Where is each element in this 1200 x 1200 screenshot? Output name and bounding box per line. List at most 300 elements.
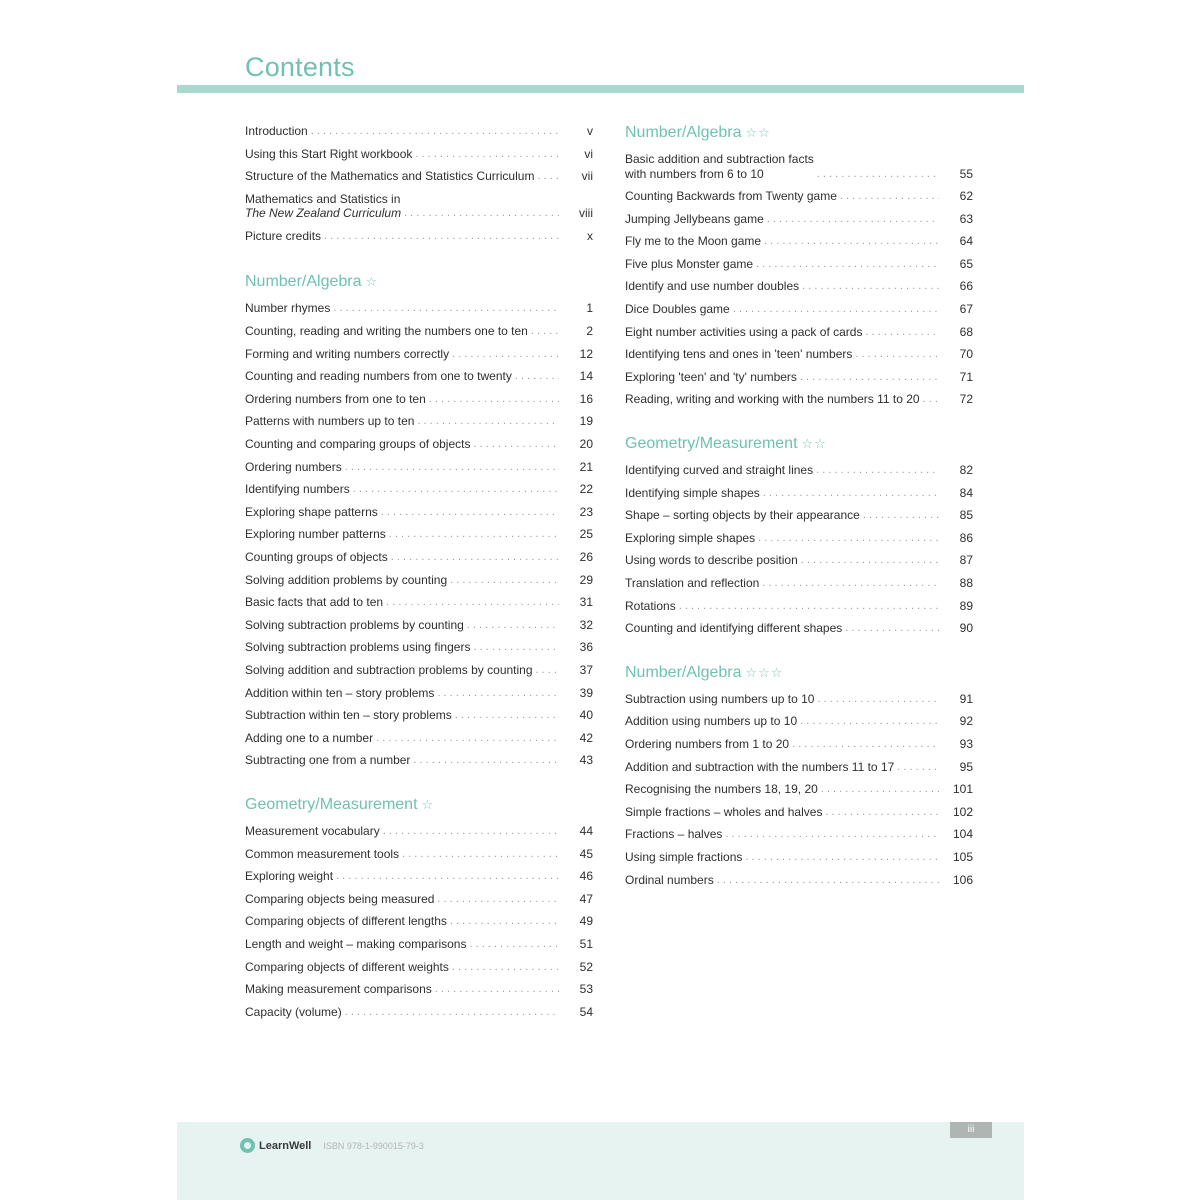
contents-entry (625, 572, 973, 595)
entry-page-number: 12 (579, 346, 593, 361)
dot-leader (725, 827, 939, 842)
entry-label (245, 640, 470, 655)
entry-label-line: Common measurement tools (245, 846, 400, 861)
dot-leader (762, 576, 939, 591)
contents-entry (245, 933, 593, 956)
entry-page-number: 106 (952, 872, 973, 887)
entry-label-line: Addition using numbers up to 10 (625, 714, 798, 729)
entry-page-number: 51 (579, 936, 593, 951)
dot-leader (679, 599, 939, 614)
entry-label (625, 463, 813, 478)
contents-entry (245, 591, 593, 614)
entry-label (625, 325, 862, 340)
entry-label-line: Dice Doubles game (625, 302, 730, 317)
entry-page-number: x (587, 228, 593, 243)
entry-label-line: Comparing objects being measured (245, 891, 435, 906)
contents-entry (625, 549, 973, 572)
entry-page-number: 16 (579, 391, 593, 406)
entry-label-line: Identifying tens and ones in 'teen' numbers (625, 347, 853, 362)
dot-leader (376, 731, 559, 746)
entry-label (245, 414, 414, 429)
footer-brand (240, 1138, 424, 1153)
number-algebra-1-list (245, 297, 593, 771)
section-heading-number-algebra-3 (625, 660, 973, 688)
entry-label-line: Using simple fractions (625, 849, 743, 864)
entry-label-line: Exploring shape patterns (245, 504, 378, 519)
entry-page-number: v (587, 124, 593, 139)
contents-entry (625, 388, 973, 411)
dot-leader (455, 708, 559, 723)
entry-label (245, 347, 449, 362)
dot-leader (336, 869, 559, 884)
entry-page-number: 29 (579, 572, 593, 587)
entry-label (625, 152, 814, 181)
dot-leader (473, 437, 559, 452)
contents-entry (245, 727, 593, 750)
section-title: Geometry/Measurement (245, 795, 418, 813)
dot-leader (389, 527, 559, 542)
contents-entry (245, 410, 593, 433)
entry-label-line: Identifying numbers (245, 482, 350, 497)
isbn-text: ISBN 978-1-990015-79-3 (323, 1140, 424, 1151)
entry-page-number: 54 (579, 1004, 593, 1019)
star-icon: ☆☆ (801, 435, 827, 451)
entry-label (245, 124, 308, 139)
entry-label-line: Identify and use number doubles (625, 279, 800, 294)
dot-leader (897, 760, 939, 775)
dot-leader (816, 463, 939, 478)
entry-page-number: 39 (579, 685, 593, 700)
contents-entry (625, 275, 973, 298)
entry-label-line: Solving addition and subtraction problems by counting (245, 662, 533, 677)
entry-label-line: Counting, reading and writing the numbers one to ten (245, 324, 528, 339)
contents-entry (625, 253, 973, 276)
intro-list (245, 120, 593, 247)
dot-leader (817, 692, 939, 707)
entry-page-number: 1 (586, 301, 593, 316)
dot-leader (855, 347, 939, 362)
contents-entry (245, 478, 593, 501)
entry-label-line: Introduction (245, 124, 308, 139)
contents-entry (625, 208, 973, 231)
entry-label (245, 686, 434, 701)
entry-label (245, 192, 401, 221)
contents-entry (245, 636, 593, 659)
entry-label-line: The New Zealand Curriculum (245, 206, 402, 221)
dot-leader (415, 147, 559, 162)
dot-leader (324, 229, 559, 244)
entry-label (625, 621, 842, 636)
right-column (625, 120, 973, 891)
entry-label (245, 505, 378, 520)
entry-page-number: 82 (959, 463, 973, 478)
contents-entry (625, 366, 973, 389)
page-title: Contents (245, 52, 355, 82)
entry-label-line: Structure of the Mathematics and Statistics Curriculum (245, 169, 535, 184)
dot-leader (452, 347, 559, 362)
entry-label (245, 663, 533, 678)
entry-label (245, 824, 380, 839)
entry-page-number: 14 (579, 369, 593, 384)
entry-label-line: Addition and subtraction with the numbers 11 to 17 (625, 759, 895, 774)
entry-label-line: Rotations (625, 598, 676, 613)
contents-entry (245, 749, 593, 772)
entry-page-number: 68 (959, 324, 973, 339)
entry-page-number: 46 (579, 869, 593, 884)
star-icon: ☆ (421, 796, 435, 812)
entry-label-line: Fractions – halves (625, 827, 723, 842)
entry-page-number: 105 (952, 849, 973, 864)
entry-label-line: Reading, writing and working with the numbers 11 to 20 (625, 392, 920, 407)
dot-leader (817, 167, 939, 182)
entry-page-number: 32 (579, 617, 593, 632)
star-icon: ☆☆☆ (745, 664, 784, 680)
entry-label (245, 753, 410, 768)
entry-label-line: Picture credits (245, 228, 322, 243)
entry-page-number: 20 (579, 437, 593, 452)
entry-page-number: 25 (579, 527, 593, 542)
entry-label-line: Comparing objects of different weights (245, 959, 449, 974)
entry-page-number: 19 (579, 414, 593, 429)
contents-entry (625, 504, 973, 527)
dot-leader (381, 505, 559, 520)
star-icon: ☆☆ (745, 125, 771, 140)
entry-page-number: 102 (952, 804, 973, 819)
entry-page-number: 67 (959, 302, 973, 317)
entry-page-number: 95 (959, 759, 973, 774)
entry-label-line: Solving addition problems by counting (245, 572, 448, 587)
dot-leader (353, 482, 559, 497)
entry-label-line: Exploring simple shapes (625, 530, 756, 545)
entry-label (625, 827, 722, 842)
contents-entry (245, 546, 593, 569)
footer (177, 1122, 1024, 1200)
entry-label (245, 392, 426, 407)
dot-leader (450, 573, 559, 588)
contents-entry (625, 321, 973, 344)
entry-label (245, 937, 466, 952)
entry-label-line: Capacity (volume) (245, 1004, 342, 1019)
entry-page-number: 89 (959, 598, 973, 613)
contents-entry (245, 955, 593, 978)
entry-page-number: 43 (579, 753, 593, 768)
entry-label-line: Ordering numbers from 1 to 20 (625, 736, 790, 751)
entry-label (245, 1005, 342, 1020)
dot-leader (764, 234, 939, 249)
entry-label-line: Identifying simple shapes (625, 485, 760, 500)
entry-page-number: 37 (579, 662, 593, 677)
entry-page-number: 55 (959, 166, 973, 181)
entry-label-line: Ordering numbers from one to ten (245, 391, 426, 406)
entry-label-line: Ordering numbers (245, 459, 342, 474)
entry-page-number: 2 (586, 324, 593, 339)
dot-leader (467, 618, 559, 633)
dot-leader (531, 324, 559, 339)
entry-label (245, 847, 399, 862)
entry-label-line: Counting and reading numbers from one to twenty (245, 369, 512, 384)
entry-label (625, 805, 822, 820)
entry-label (245, 550, 388, 565)
contents-entry (245, 501, 593, 524)
dot-leader (345, 460, 559, 475)
contents-entry (625, 755, 973, 778)
left-column (245, 120, 593, 1023)
entry-label-line: with numbers from 6 to 10 (625, 166, 764, 181)
dot-leader (825, 805, 939, 820)
dot-leader (413, 753, 559, 768)
entry-label-line: Basic addition and subtraction facts (625, 152, 814, 166)
dot-leader (840, 189, 939, 204)
entry-label (625, 782, 818, 797)
entry-label (245, 708, 452, 723)
entry-label-line: Translation and reflection (625, 576, 760, 590)
entry-label (625, 531, 755, 546)
entry-label-line: Solving subtraction problems using fingers (245, 640, 471, 655)
dot-leader (756, 257, 939, 272)
contents-entry (245, 978, 593, 1001)
contents-entry (245, 681, 593, 704)
contents-entry (245, 1001, 593, 1024)
entry-label (245, 914, 447, 929)
dot-leader (800, 714, 939, 729)
entry-label (245, 482, 350, 497)
dot-leader (865, 325, 939, 340)
entry-page-number: vi (584, 146, 593, 161)
entry-label-line: Subtracting one from a number (245, 753, 411, 768)
brand-name: LearnWell (259, 1139, 312, 1152)
section-heading-geometry-measurement-1 (245, 792, 593, 820)
entry-page-number: 65 (959, 256, 973, 271)
contents-entry (625, 459, 973, 482)
entry-page-number: 88 (959, 576, 973, 590)
dot-leader (429, 392, 559, 407)
contents-entry (245, 704, 593, 727)
contents-entry (245, 225, 593, 248)
contents-entry (245, 910, 593, 933)
dot-leader (537, 169, 559, 184)
entry-label (245, 595, 383, 610)
entry-label (625, 257, 753, 272)
entry-label-line: Exploring weight (245, 869, 334, 884)
entry-label (625, 576, 759, 591)
entry-label (625, 189, 837, 204)
entry-label (625, 850, 742, 865)
entry-label (245, 324, 528, 339)
entry-label-line: Counting Backwards from Twenty game (625, 189, 837, 204)
entry-label-line: Fly me to the Moon game (625, 234, 762, 249)
dot-leader (733, 302, 939, 317)
dot-leader (536, 663, 559, 678)
dot-leader (402, 847, 559, 862)
entry-label (625, 553, 798, 568)
entry-page-number: 23 (579, 504, 593, 519)
contents-entry (245, 820, 593, 843)
entry-label-line: Basic facts that add to ten (245, 595, 384, 610)
dot-leader (792, 737, 939, 752)
entry-page-number: 91 (959, 691, 973, 706)
entry-page-number: 93 (959, 736, 973, 751)
entry-label-line: Simple fractions – wholes and halves (625, 804, 823, 819)
entry-label (625, 508, 860, 523)
contents-entry (625, 710, 973, 733)
entry-page-number: 86 (959, 530, 973, 545)
dot-leader (435, 982, 559, 997)
contents-entry (245, 388, 593, 411)
dot-leader (404, 206, 559, 221)
dot-leader (452, 960, 559, 975)
number-algebra-2-list (625, 148, 973, 411)
entry-label (625, 212, 764, 227)
contents-entry (625, 823, 973, 846)
section-heading-number-algebra-1 (245, 269, 593, 297)
contents-entry (245, 865, 593, 888)
entry-page-number: 64 (959, 234, 973, 249)
contents-entry (625, 688, 973, 711)
entry-label (245, 147, 412, 162)
star-icon: ☆ (365, 274, 379, 290)
entry-page-number: viii (579, 206, 593, 221)
contents-entry (245, 888, 593, 911)
entry-page-number: 104 (952, 827, 973, 842)
entry-page-number: 42 (579, 730, 593, 745)
entry-label-line: Subtraction using numbers up to 10 (625, 691, 815, 706)
section-title: Geometry/Measurement (625, 434, 798, 452)
entry-label (245, 369, 512, 384)
entry-label (245, 169, 534, 184)
contents-entry (245, 143, 593, 166)
dot-leader (758, 531, 939, 546)
section-heading-geometry-measurement-2 (625, 431, 973, 459)
entry-label (625, 873, 714, 888)
contents-entry (625, 801, 973, 824)
entry-label (245, 869, 333, 884)
entry-label (245, 892, 434, 907)
contents-entry (245, 614, 593, 637)
contents-entry (625, 846, 973, 869)
contents-entry (245, 320, 593, 343)
entry-label-line: Measurement vocabulary (245, 823, 380, 838)
entry-label-line: Jumping Jellybeans game (625, 211, 764, 226)
contents-entry (245, 165, 593, 188)
dot-leader (802, 279, 939, 294)
entry-page-number: 62 (959, 189, 973, 204)
contents-entry (625, 298, 973, 321)
entry-label-line: Ordinal numbers (625, 872, 714, 887)
contents-entry (245, 120, 593, 143)
entry-page-number: vii (581, 169, 593, 184)
dot-leader (800, 370, 939, 385)
entry-label (625, 279, 799, 294)
contents-entry (245, 365, 593, 388)
dot-leader (437, 892, 559, 907)
entry-label (625, 347, 852, 362)
contents-entry (245, 297, 593, 320)
entry-label (625, 486, 760, 501)
entry-label (625, 599, 676, 614)
entry-page-number: 52 (579, 959, 593, 974)
contents-entry (625, 343, 973, 366)
entry-page-number: 21 (579, 459, 593, 474)
dot-leader (923, 392, 939, 407)
entry-page-number: 70 (959, 347, 973, 362)
entry-label-line: Shape – sorting objects by their appearance (625, 508, 860, 523)
entry-label (625, 234, 761, 249)
entry-label-line: Counting and identifying different shapes (625, 621, 843, 636)
entry-label (245, 229, 321, 244)
entry-label (245, 460, 342, 475)
contents-entry (625, 778, 973, 801)
dot-leader (345, 1005, 559, 1020)
entry-label-line: Length and weight – making comparisons (245, 936, 467, 951)
entry-page-number: 72 (959, 392, 973, 407)
entry-page-number: 71 (959, 369, 973, 384)
dot-leader (845, 621, 939, 636)
contents-entry (625, 733, 973, 756)
contents-entry (245, 188, 593, 225)
entry-label (625, 302, 730, 317)
entry-label-line: Exploring number patterns (245, 527, 386, 542)
entry-page-number: 22 (579, 482, 593, 497)
section-title: Number/Algebra (245, 273, 362, 291)
section-heading-number-algebra-2 (625, 120, 973, 148)
entry-page-number: 92 (959, 714, 973, 729)
contents-entry (625, 482, 973, 505)
entry-label (245, 573, 447, 588)
entry-label-line: Mathematics and Statistics in (245, 191, 401, 206)
contents-entry (625, 230, 973, 253)
dot-leader (469, 937, 559, 952)
entry-page-number: 26 (579, 550, 593, 564)
entry-page-number: 40 (579, 708, 593, 723)
entry-label (625, 392, 920, 407)
entry-label (625, 760, 894, 775)
number-algebra-3-list (625, 688, 973, 891)
contents-entry (625, 868, 973, 891)
entry-label-line: Solving subtraction problems by counting (245, 617, 464, 632)
dot-leader (717, 873, 939, 888)
entry-page-number: 44 (579, 823, 593, 838)
dot-leader (767, 212, 939, 227)
entry-label-line: Making measurement comparisons (245, 982, 432, 997)
entry-label (245, 618, 464, 633)
entry-page-number: 31 (579, 595, 593, 610)
entry-page-number: 90 (959, 621, 973, 636)
page-number-tab: iii (950, 1122, 992, 1138)
contents-entry (245, 523, 593, 546)
dot-leader (863, 508, 939, 523)
entry-label-line: Recognising the numbers 18, 19, 20 (625, 782, 818, 797)
contents-entry (245, 343, 593, 366)
entry-label (245, 527, 386, 542)
entry-label-line: Five plus Monster game (625, 256, 754, 271)
entry-label-line: Eight number activities using a pack of cards (625, 324, 863, 339)
entry-page-number: 66 (959, 279, 973, 294)
dot-leader (386, 595, 559, 610)
contents-entry (625, 595, 973, 618)
entry-label (245, 982, 432, 997)
contents-entry (245, 456, 593, 479)
entry-page-number: 101 (952, 782, 973, 797)
geometry-measurement-1-list (245, 820, 593, 1023)
dot-leader (763, 486, 939, 501)
entry-label-line: Using this Start Right workbook (245, 146, 413, 161)
entry-page-number: 45 (579, 846, 593, 861)
dot-leader (473, 640, 559, 655)
entry-page-number: 53 (579, 982, 593, 997)
section-title: Number/Algebra (625, 663, 742, 681)
geometry-measurement-2-list (625, 459, 973, 640)
entry-label-line: Subtraction within ten – story problems (245, 708, 452, 723)
